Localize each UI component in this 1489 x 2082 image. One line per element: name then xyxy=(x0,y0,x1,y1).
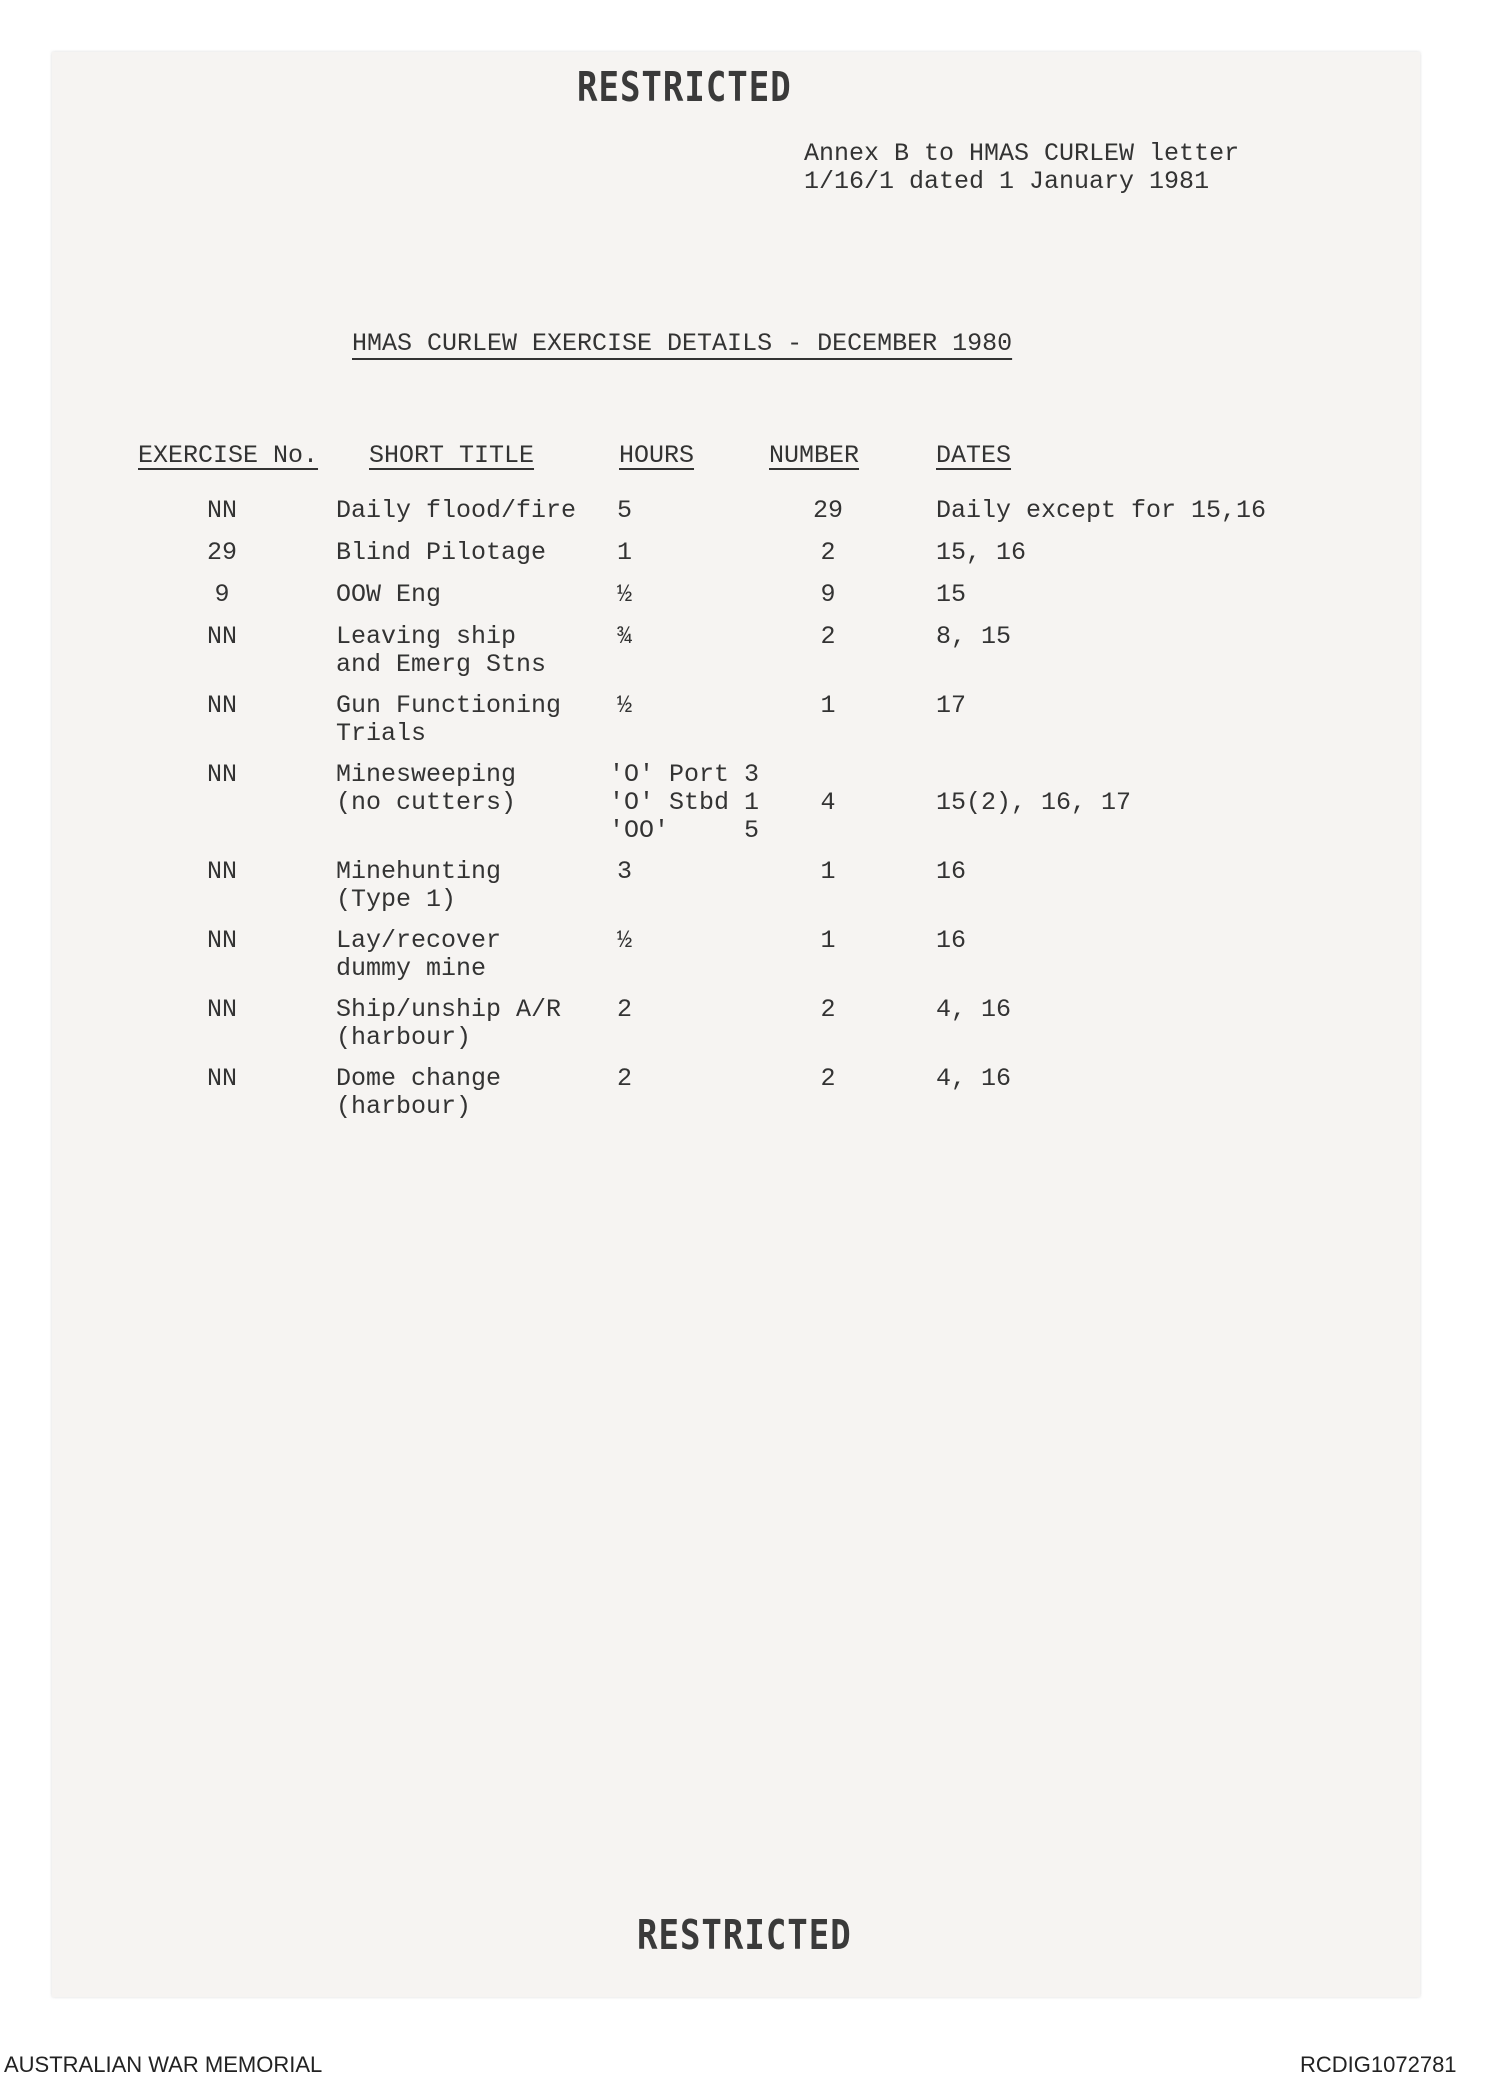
short-title: Daily flood/fire xyxy=(336,496,577,525)
number-value: 1 xyxy=(820,926,836,955)
number-value: 2 xyxy=(820,1064,836,1093)
hours-value: 5 xyxy=(617,496,633,525)
exercise-number: NN xyxy=(206,691,237,720)
short-title-continued: (no cutters) xyxy=(336,788,517,817)
hours-value: ½ xyxy=(617,580,633,609)
short-title: OOW Eng xyxy=(336,580,442,609)
hours-value: 2 xyxy=(617,1064,633,1093)
exercise-number: 9 xyxy=(214,580,230,609)
document-page xyxy=(52,52,1420,1997)
short-title-continued: and Emerg Stns xyxy=(336,650,547,679)
number-value: 2 xyxy=(820,622,836,651)
restricted-stamp-top: RESTRICTED xyxy=(577,64,792,112)
footer-archive-name: AUSTRALIAN WAR MEMORIAL xyxy=(4,2052,323,2077)
exercise-number: NN xyxy=(206,760,237,789)
header-dates: DATES xyxy=(936,441,1012,470)
dates-value: 4, 16 xyxy=(936,995,1012,1024)
dates-value: 16 xyxy=(936,926,967,955)
dates-value: 16 xyxy=(936,857,967,886)
number-value: 29 xyxy=(812,496,843,525)
dates-value: 17 xyxy=(936,691,967,720)
short-title: Dome change xyxy=(336,1064,502,1093)
short-title: Minesweeping xyxy=(336,760,517,789)
hours-value: 1 xyxy=(617,538,633,567)
exercise-number: NN xyxy=(206,995,237,1024)
footer-item-id: RCDIG1072781 xyxy=(1300,2052,1457,2077)
number-value: 1 xyxy=(820,691,836,720)
dates-value: Daily except for 15,16 xyxy=(936,496,1267,525)
annex-reference-line-1: Annex B to HMAS CURLEW letter xyxy=(804,139,1240,168)
hours-value: ½ xyxy=(617,926,633,955)
short-title: Minehunting xyxy=(336,857,502,886)
short-title: Leaving ship xyxy=(336,622,517,651)
header-number: NUMBER xyxy=(769,441,860,470)
hours-value: 'OO' 5 xyxy=(609,816,760,845)
dates-value: 4, 16 xyxy=(936,1064,1012,1093)
short-title-continued: dummy mine xyxy=(336,954,487,983)
dates-value: 8, 15 xyxy=(936,622,1012,651)
exercise-number: 29 xyxy=(206,538,237,567)
exercise-number: NN xyxy=(206,622,237,651)
short-title-continued: Trials xyxy=(336,719,427,748)
exercise-number: NN xyxy=(206,857,237,886)
header-short-title: SHORT TITLE xyxy=(369,441,535,470)
number-value: 4 xyxy=(820,788,836,817)
header-exercise-no: EXERCISE No. xyxy=(138,441,319,470)
exercise-number: NN xyxy=(206,1064,237,1093)
short-title-continued: (harbour) xyxy=(336,1023,472,1052)
exercise-number: NN xyxy=(206,496,237,525)
dates-value: 15(2), 16, 17 xyxy=(936,788,1132,817)
hours-value: ¾ xyxy=(617,622,633,651)
dates-value: 15, 16 xyxy=(936,538,1027,567)
hours-value: 'O' Port 3 xyxy=(609,760,760,789)
short-title: Blind Pilotage xyxy=(336,538,547,567)
annex-reference-line-2: 1/16/1 dated 1 January 1981 xyxy=(804,167,1210,196)
short-title-continued: (harbour) xyxy=(336,1092,472,1121)
restricted-stamp-bottom: RESTRICTED xyxy=(637,1912,852,1960)
number-value: 2 xyxy=(820,538,836,567)
hours-value: 2 xyxy=(617,995,633,1024)
number-value: 1 xyxy=(820,857,836,886)
short-title: Lay/recover xyxy=(336,926,502,955)
header-hours: HOURS xyxy=(619,441,695,470)
hours-value: 'O' Stbd 1 xyxy=(609,788,760,817)
short-title-continued: (Type 1) xyxy=(336,885,457,914)
short-title: Ship/unship A/R xyxy=(336,995,562,1024)
exercise-number: NN xyxy=(206,926,237,955)
document-title: HMAS CURLEW EXERCISE DETAILS - DECEMBER 1980 xyxy=(352,329,1013,358)
short-title: Gun Functioning xyxy=(336,691,562,720)
number-value: 9 xyxy=(820,580,836,609)
number-value: 2 xyxy=(820,995,836,1024)
hours-value: ½ xyxy=(617,691,633,720)
dates-value: 15 xyxy=(936,580,967,609)
hours-value: 3 xyxy=(617,857,633,886)
